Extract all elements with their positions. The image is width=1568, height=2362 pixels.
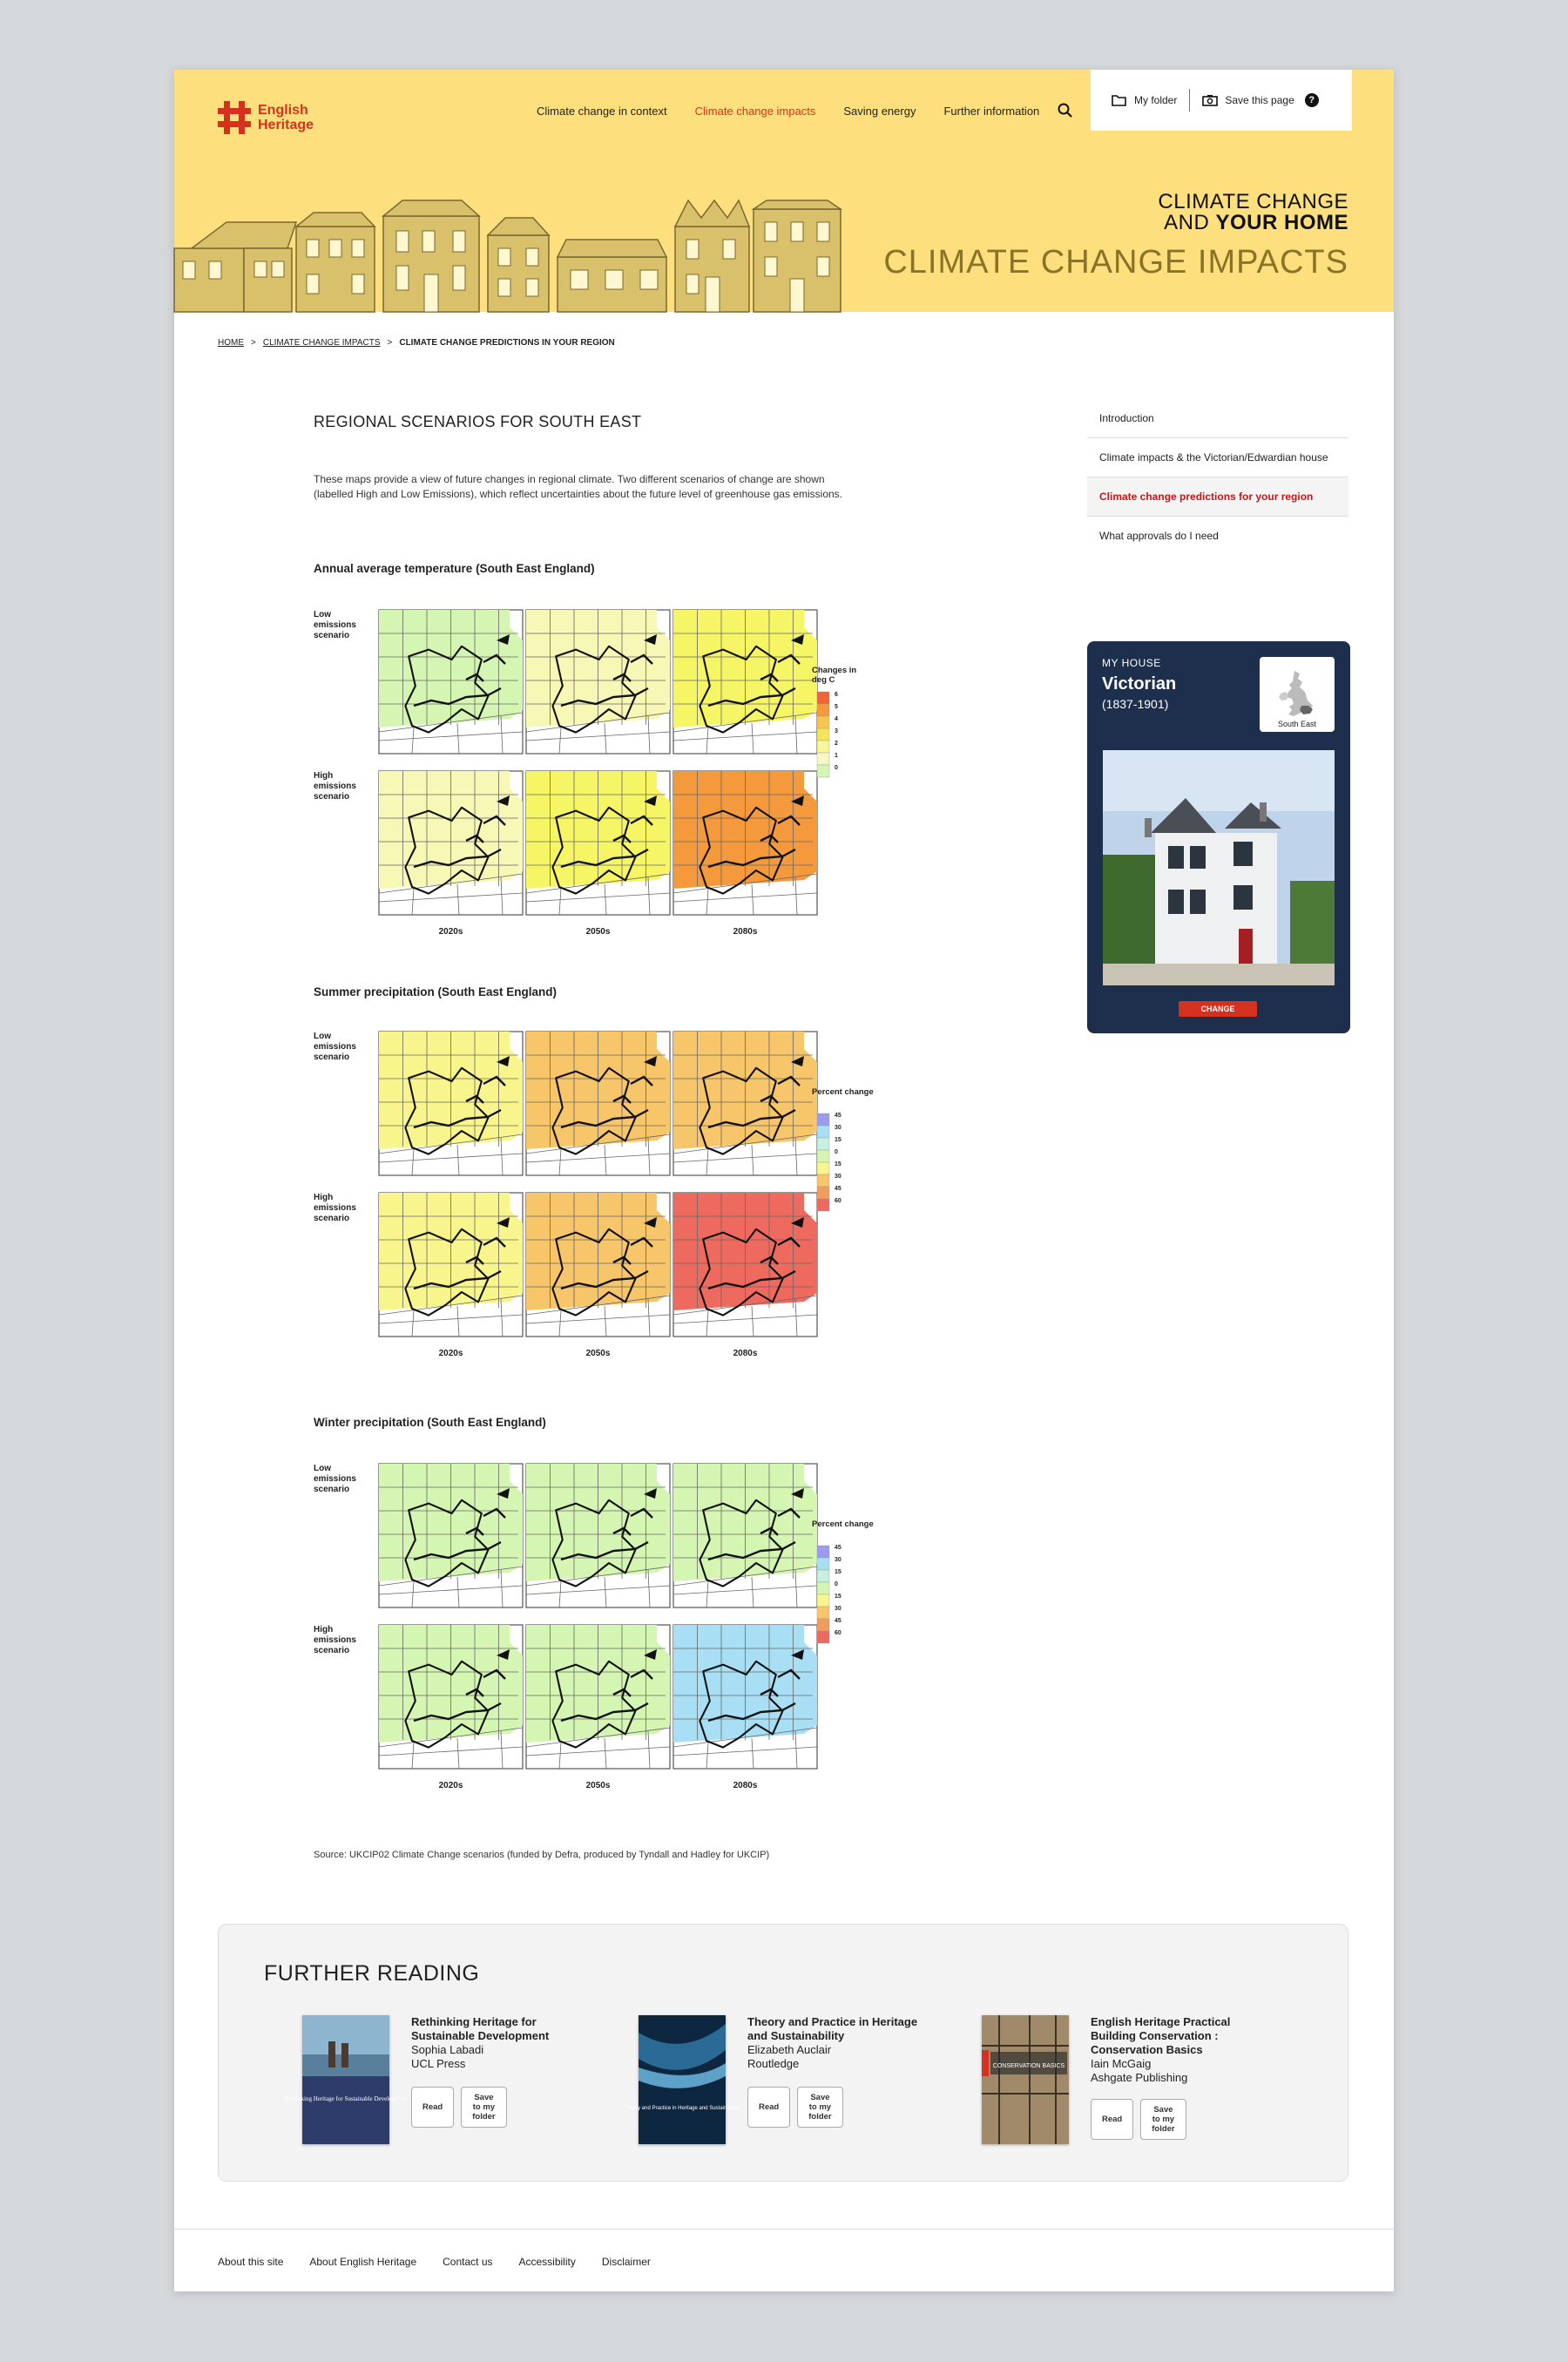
save-to-folder-button[interactable]: Save to my folder [1140,2099,1186,2140]
book-cover[interactable] [982,2015,1069,2144]
footer-disclaimer[interactable]: Disclaimer [601,2256,651,2268]
legend-swatch [817,704,829,716]
house-style-name: Victorian [1102,674,1177,694]
legend-swatch [817,1619,829,1631]
legend-swatch [817,1162,829,1174]
legend-tick: 1 [835,753,838,759]
house-style-years: (1837-1901) [1102,697,1169,711]
logo-line1: English [258,103,308,118]
region-label: South East [1277,720,1317,728]
read-button[interactable]: Read [411,2087,454,2128]
hero-line-2 [883,213,1348,233]
footer-accessibility[interactable]: Accessibility [518,2256,576,2268]
book-title[interactable]: Theory and Practice in Heritage and Sustainability [747,2015,918,2042]
book-author: Sophia Labadi [411,2043,484,2056]
legend-title: Percent change [812,1519,874,1529]
legend-tick: 0 [835,765,838,771]
book-cover-title: Rethinking Heritage for Sustainable Development [284,2095,408,2102]
uk-map-icon [1275,669,1319,720]
legend-tick: 45 [835,1618,841,1624]
legend-tick: 6 [835,692,838,698]
map-panel [673,1464,817,1607]
legend-swatch [817,1174,829,1187]
book-author: Iain McGaig [1091,2057,1152,2070]
column-label: 2020s [438,1349,463,1358]
tools-divider [1189,89,1190,112]
breadcrumb-section[interactable]: CLIMATE CHANGE IMPACTS [262,338,381,348]
help-icon[interactable]: ? [1305,93,1319,107]
legend-tick: 60 [835,1630,841,1636]
search-icon[interactable] [1057,102,1074,119]
map-panel [526,771,670,915]
column-label: 2020s [438,1781,463,1790]
column-label: 2050s [585,927,611,937]
hero-line-3: CLIMATE CHANGE IMPACTS [883,244,1348,281]
legend-swatch [817,1558,829,1570]
map-panel [379,1193,523,1337]
legend-tick: 2 [835,741,838,747]
sidenav-approvals[interactable]: What approvals do I need [1099,530,1219,542]
legend-swatch [817,1631,829,1643]
winter-map-chart [314,1464,874,1790]
further-reading-panel [218,1924,1348,2182]
legend-swatch [817,1582,829,1594]
book-cover-title: CONSERVATION BASICS [992,2063,1065,2069]
map-panel [526,1464,670,1607]
book-title[interactable]: English Heritage Practical Building Conservation : Conservation Basics [1091,2015,1231,2056]
legend-tick: 30 [835,1557,841,1563]
legend-swatch [817,1113,829,1126]
row-label: Low emissions scenario [314,1464,356,1494]
save-to-folder-button[interactable]: Save to my folder [797,2087,842,2128]
legend-tick: 5 [835,704,838,710]
row-label: High emissions scenario [314,771,356,802]
legend-swatch [817,716,829,728]
breadcrumb [218,338,615,348]
legend-tick: 45 [835,1113,841,1119]
row-label: Low emissions scenario [314,610,356,640]
section-navigation [1087,399,1348,555]
sidenav-climate-predictions[interactable]: Climate change predictions for your region [1087,477,1348,517]
hero-line-2a: AND [1164,211,1216,234]
hero-title [883,192,1348,281]
book-author: Elizabeth Auclair [747,2043,832,2056]
chart-title-winter: Winter precipitation (South East England) [314,1416,546,1429]
legend-tick: 30 [835,1606,841,1612]
footer-links [218,2256,651,2268]
footer-about-english-heritage[interactable]: About English Heritage [309,2256,417,2268]
map-panel [526,1032,670,1175]
column-label: 2050s [585,1781,611,1790]
legend-swatch [817,1150,829,1162]
nav-saving-energy[interactable]: Saving energy [843,105,916,118]
legend-tick: 30 [835,1174,841,1180]
legend-swatch [817,1187,829,1199]
legend-swatch [817,741,829,753]
my-folder-button[interactable] [1112,94,1177,106]
english-heritage-logo-icon [216,99,253,136]
save-page-button[interactable] [1202,94,1294,106]
legend-tick: 45 [835,1186,841,1192]
legend-swatch [817,728,829,741]
book-info [411,2015,585,2071]
summer-map-chart [314,1032,874,1358]
intro-text: These maps provide a view of future changes in regional climate. Two different scenarios of change are shown (labelled High and Low Emissions), which reflect uncertainties about the future level of greenhouse gas emissions. [314,473,842,500]
nav-further-information[interactable]: Further information [943,105,1040,118]
legend-tick: 15 [835,1594,841,1600]
map-panel [526,1625,670,1769]
nav-climate-change-impacts[interactable]: Climate change impacts [694,105,816,118]
book-actions [411,2087,507,2128]
legend-tick: 0 [835,1581,838,1587]
map-panel [673,1193,817,1337]
hero-banner [174,70,1394,312]
map-panel [673,1032,817,1175]
breadcrumb-separator: > [387,338,393,348]
book-publisher: Routledge [747,2057,800,2070]
column-label: 2020s [438,927,463,937]
map-panel [673,1625,817,1769]
houses-illustration [174,200,889,312]
map-panel [379,1032,523,1175]
book-cover[interactable] [284,2015,408,2144]
legend-swatch [817,1138,829,1150]
save-page-label: Save this page [1225,94,1294,106]
footer-about-site[interactable]: About this site [218,2256,284,2268]
camera-icon [1202,94,1218,106]
source-note: Source: UKCIP02 Climate Change scenarios (funded by Defra, produced by Tyndall and Hadley for UKCIP) [314,1850,770,1860]
row-label: Low emissions scenario [314,1032,356,1062]
legend-swatch [817,1546,829,1558]
legend-swatch [817,1570,829,1582]
legend-tick: 30 [835,1125,841,1131]
logo[interactable] [216,99,314,136]
legend-tick: 15 [835,1137,841,1143]
card-label: MY HOUSE [1102,657,1161,669]
legend-swatch [817,692,829,704]
read-button[interactable]: Read [747,2087,790,2128]
read-button[interactable]: Read [1091,2099,1133,2140]
legend-tick: 0 [835,1149,838,1155]
legend-swatch [817,1126,829,1138]
book-title[interactable]: Rethinking Heritage for Sustainable Development [411,2015,550,2042]
folder-icon [1112,94,1127,106]
book-actions [1091,2099,1186,2140]
legend-title: Changes in deg C [812,666,857,685]
column-label: 2080s [733,1349,758,1358]
map-panel [673,771,817,915]
map-panel [379,1464,523,1607]
sidenav-introduction[interactable]: Introduction [1087,399,1348,438]
footer-contact[interactable]: Contact us [443,2256,493,2268]
legend-swatch [817,1199,829,1211]
map-panel [379,610,523,754]
book-info [1091,2015,1265,2085]
top-navigation [537,105,1039,118]
column-label: 2080s [733,1781,758,1790]
legend-tick: 45 [835,1545,841,1551]
legend-tick: 15 [835,1161,841,1167]
legend-swatch [817,765,829,777]
legend-tick: 3 [835,728,838,734]
breadcrumb-home[interactable]: HOME [218,338,244,348]
book-publisher: Ashgate Publishing [1091,2071,1188,2084]
map-panel [379,1625,523,1769]
breadcrumb-current: CLIMATE CHANGE PREDICTIONS IN YOUR REGION [399,338,615,348]
sidenav-climate-impacts[interactable]: Climate impacts & the Victorian/Edwardian house [1087,438,1348,477]
my-house-card [1087,641,1350,1033]
region-box [1260,657,1335,732]
legend-tick: 15 [835,1569,841,1575]
row-label: High emissions scenario [314,1625,356,1655]
column-label: 2080s [733,927,758,937]
logo-text [258,103,314,132]
legend-swatch [817,1594,829,1607]
hero-line-2b: YOUR HOME [1215,211,1348,234]
column-label: 2050s [585,1349,611,1358]
hero-line-1: CLIMATE CHANGE [1158,190,1348,213]
change-house-button[interactable]: CHANGE [1179,1001,1257,1017]
legend-tick: 4 [835,716,838,722]
map-panel [379,771,523,915]
temperature-map-chart [314,610,857,937]
book-info [747,2015,922,2071]
further-reading-title: FURTHER READING [264,1961,480,1986]
breadcrumb-separator: > [251,338,256,348]
house-photo [1103,750,1335,985]
legend-swatch [817,1607,829,1619]
book-publisher: UCL Press [411,2057,466,2070]
footer [174,2229,1394,2291]
book-cover-title: Theory and Practice in Heritage and Sustainability [624,2106,740,2111]
legend-swatch [817,753,829,765]
row-label: High emissions scenario [314,1193,356,1223]
nav-climate-change-in-context[interactable]: Climate change in context [537,105,667,118]
page-title: REGIONAL SCENARIOS FOR SOUTH EAST [314,413,642,430]
chart-title-temperature: Annual average temperature (South East England) [314,562,595,575]
page [174,70,1394,2291]
logo-line2: Heritage [258,118,314,132]
legend-tick: 60 [835,1198,841,1204]
my-folder-label: My folder [1134,94,1178,106]
book-actions [747,2087,843,2128]
map-panel [673,610,817,754]
map-panel [526,610,670,754]
save-to-folder-button[interactable]: Save to my folder [461,2087,506,2128]
map-panel [526,1193,670,1337]
legend-title: Percent change [812,1087,874,1097]
page-tools [1091,70,1352,131]
chart-title-summer: Summer precipitation (South East England) [314,985,558,998]
book-cover[interactable] [624,2015,740,2144]
